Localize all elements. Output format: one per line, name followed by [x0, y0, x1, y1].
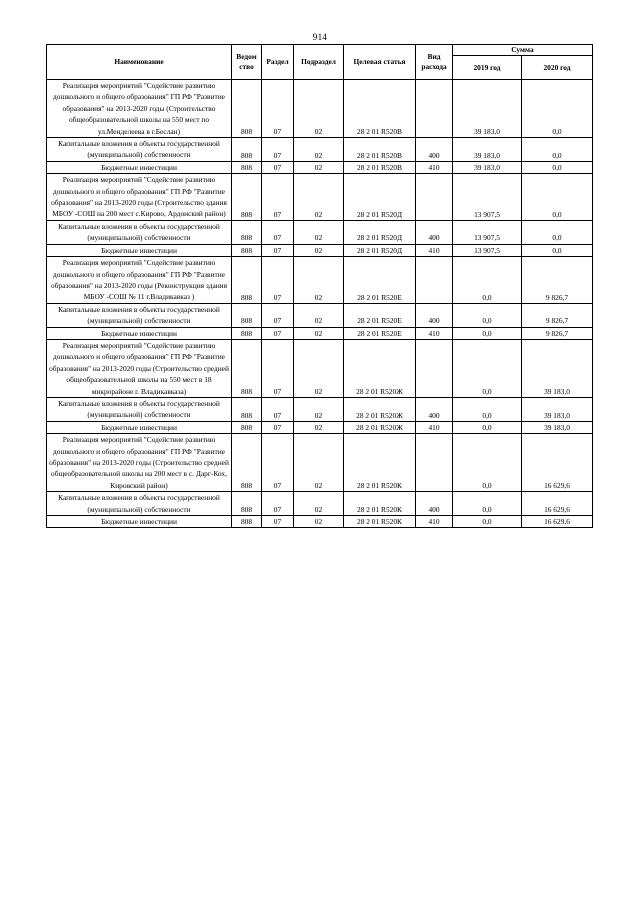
table-row: [47, 327, 593, 339]
row-name: Бюджетные инвестиции: [47, 161, 232, 173]
row-vid-raskhoda: [416, 257, 453, 304]
row-tselevaya-statya: 28 2 01 R520Д: [344, 244, 416, 256]
row-razdel: 07: [262, 303, 294, 327]
row-vedomstvo: 808: [232, 516, 262, 528]
row-vid-raskhoda: 410: [416, 244, 453, 256]
row-podrazdel: 02: [294, 174, 344, 221]
row-vedomstvo: 808: [232, 174, 262, 221]
row-tselevaya-statya: 28 2 01 R520Ж: [344, 421, 416, 433]
budget-table: [46, 44, 593, 528]
row-podrazdel: 02: [294, 434, 344, 492]
row-vedomstvo: 808: [232, 138, 262, 162]
table-row: [47, 244, 593, 256]
row-sum-2020: 16 629,6: [522, 492, 593, 516]
row-razdel: 07: [262, 244, 294, 256]
row-sum-2019: 13 907,5: [453, 244, 522, 256]
row-podrazdel: 02: [294, 80, 344, 138]
table-header: [47, 45, 593, 80]
row-sum-2020: 16 629,6: [522, 516, 593, 528]
row-name: Капитальные вложения в объекты государственной (муниципальной) собственности: [47, 492, 232, 516]
row-tselevaya-statya: 28 2 01 R520В: [344, 161, 416, 173]
row-podrazdel: 02: [294, 516, 344, 528]
row-tselevaya-statya: 28 2 01 R520В: [344, 138, 416, 162]
row-sum-2020: 0,0: [522, 80, 593, 138]
row-sum-2019: 0,0: [453, 327, 522, 339]
row-vedomstvo: 808: [232, 220, 262, 244]
row-tselevaya-statya: 28 2 01 R520Д: [344, 174, 416, 221]
table-row: [47, 80, 593, 138]
table-row: [47, 220, 593, 244]
table-row: [47, 397, 593, 421]
row-razdel: 07: [262, 421, 294, 433]
row-name: Бюджетные инвестиции: [47, 244, 232, 256]
table-row: [47, 421, 593, 433]
row-tselevaya-statya: 28 2 01 R520В: [344, 80, 416, 138]
row-vid-raskhoda: [416, 80, 453, 138]
row-podrazdel: 02: [294, 339, 344, 397]
header-razdel: Раздел: [262, 45, 294, 80]
row-name: Капитальные вложения в объекты государственной (муниципальной) собственности: [47, 138, 232, 162]
row-tselevaya-statya: 28 2 01 R520Е: [344, 327, 416, 339]
row-razdel: 07: [262, 161, 294, 173]
row-sum-2020: 39 183,0: [522, 397, 593, 421]
row-razdel: 07: [262, 80, 294, 138]
row-sum-2019: 0,0: [453, 257, 522, 304]
row-sum-2020: 0,0: [522, 220, 593, 244]
row-vedomstvo: 808: [232, 339, 262, 397]
row-name: Капитальные вложения в объекты государственной (муниципальной) собственности: [47, 303, 232, 327]
header-vid-raskhoda: Вид расхода: [416, 45, 453, 80]
table-row: [47, 161, 593, 173]
row-name: Капитальные вложения в объекты государственной (муниципальной) собственности: [47, 220, 232, 244]
header-name: Наименование: [47, 45, 232, 80]
row-vid-raskhoda: 400: [416, 492, 453, 516]
row-sum-2020: 0,0: [522, 244, 593, 256]
row-name: Реализация мероприятий "Содействие развитию дошкольного и общего образования" ГП РФ "Развитие образования" на 2013-2020 годы (Строительство средней общеобразовательной школы на 550 мест в 18 микрорайоне г. Владикавказа): [47, 339, 232, 397]
row-podrazdel: 02: [294, 397, 344, 421]
row-razdel: 07: [262, 174, 294, 221]
row-vid-raskhoda: [416, 434, 453, 492]
row-sum-2020: 9 826,7: [522, 327, 593, 339]
row-sum-2019: 0,0: [453, 397, 522, 421]
row-tselevaya-statya: 28 2 01 R520К: [344, 516, 416, 528]
row-sum-2020: 0,0: [522, 138, 593, 162]
header-year-2019: 2019 год: [453, 56, 522, 80]
row-vid-raskhoda: 410: [416, 327, 453, 339]
row-name: Бюджетные инвестиции: [47, 421, 232, 433]
header-podrazdel: Подраздел: [294, 45, 344, 80]
row-podrazdel: 02: [294, 244, 344, 256]
row-vedomstvo: 808: [232, 244, 262, 256]
row-name: Бюджетные инвестиции: [47, 327, 232, 339]
row-razdel: 07: [262, 138, 294, 162]
table-body: [47, 80, 593, 528]
row-name: Реализация мероприятий "Содействие развитию дошкольного и общего образования" ГП РФ "Развитие образования" на 2013-2020 годы (Строительство общеобразовательной школы на 550 мест по ул.Менделеева в г.Беслан): [47, 80, 232, 138]
row-name: Капитальные вложения в объекты государственной (муниципальной) собственности: [47, 397, 232, 421]
row-sum-2019: 0,0: [453, 421, 522, 433]
row-name: Бюджетные инвестиции: [47, 516, 232, 528]
row-vedomstvo: 808: [232, 492, 262, 516]
row-podrazdel: 02: [294, 303, 344, 327]
header-tselevaya-statya: Целевая статья: [344, 45, 416, 80]
row-vedomstvo: 808: [232, 421, 262, 433]
header-year-2020: 2020 год: [522, 56, 593, 80]
row-sum-2020: 16 629,6: [522, 434, 593, 492]
row-name: Реализация мероприятий "Содействие развитию дошкольного и общего образования" ГП РФ "Развитие образования" на 2013-2020 годы (Строительство средней общеобразовательной школы на 200 мест в с. Дарг-Кох, Кировский район): [47, 434, 232, 492]
row-vid-raskhoda: 400: [416, 220, 453, 244]
row-vid-raskhoda: 410: [416, 516, 453, 528]
row-sum-2019: 39 183,0: [453, 161, 522, 173]
row-podrazdel: 02: [294, 220, 344, 244]
row-vedomstvo: 808: [232, 303, 262, 327]
row-tselevaya-statya: 28 2 01 R520Е: [344, 303, 416, 327]
row-sum-2019: 0,0: [453, 303, 522, 327]
row-sum-2020: 9 826,7: [522, 303, 593, 327]
row-tselevaya-statya: 28 2 01 R520Д: [344, 220, 416, 244]
row-vedomstvo: 808: [232, 161, 262, 173]
row-tselevaya-statya: 28 2 01 R520Е: [344, 257, 416, 304]
header-summa: Сумма: [453, 45, 593, 56]
row-razdel: 07: [262, 220, 294, 244]
table-row: [47, 138, 593, 162]
row-podrazdel: 02: [294, 327, 344, 339]
row-razdel: 07: [262, 516, 294, 528]
row-razdel: 07: [262, 339, 294, 397]
row-razdel: 07: [262, 327, 294, 339]
row-vid-raskhoda: 410: [416, 421, 453, 433]
row-vid-raskhoda: [416, 339, 453, 397]
row-sum-2019: 39 183,0: [453, 80, 522, 138]
row-sum-2020: 39 183,0: [522, 339, 593, 397]
table-row: [47, 492, 593, 516]
row-podrazdel: 02: [294, 421, 344, 433]
row-razdel: 07: [262, 397, 294, 421]
row-podrazdel: 02: [294, 161, 344, 173]
row-sum-2019: 0,0: [453, 339, 522, 397]
row-vid-raskhoda: [416, 174, 453, 221]
row-tselevaya-statya: 28 2 01 R520Ж: [344, 397, 416, 421]
table-row: [47, 434, 593, 492]
header-vedomstvo: Ведом ство: [232, 45, 262, 80]
row-tselevaya-statya: 28 2 01 R520Ж: [344, 339, 416, 397]
row-sum-2020: 0,0: [522, 161, 593, 173]
row-vedomstvo: 808: [232, 434, 262, 492]
table-row: [47, 339, 593, 397]
row-vid-raskhoda: 400: [416, 303, 453, 327]
row-vedomstvo: 808: [232, 257, 262, 304]
row-sum-2019: 13 907,5: [453, 220, 522, 244]
row-tselevaya-statya: 28 2 01 R520К: [344, 434, 416, 492]
row-sum-2020: 39 183,0: [522, 421, 593, 433]
row-podrazdel: 02: [294, 257, 344, 304]
row-vid-raskhoda: 400: [416, 397, 453, 421]
table-row: [47, 516, 593, 528]
row-sum-2019: 0,0: [453, 492, 522, 516]
row-razdel: 07: [262, 257, 294, 304]
row-name: Реализация мероприятий "Содействие развитию дошкольного и общего образования" ГП РФ "Развитие образования" на 2013-2020 годы (Строительство здания МБОУ -СОШ на 200 мест с.Кирово, Ардонский район): [47, 174, 232, 221]
table-row: [47, 174, 593, 221]
row-name: Реализация мероприятий "Содействие развитию дошкольного и общего образования" ГП РФ "Развитие образования" на 2013-2020 годы (Реконструкция здания МБОУ -СОШ № 11 г.Владикавказ ): [47, 257, 232, 304]
row-sum-2019: 13 907,5: [453, 174, 522, 221]
row-razdel: 07: [262, 434, 294, 492]
row-podrazdel: 02: [294, 138, 344, 162]
row-sum-2020: 0,0: [522, 174, 593, 221]
page-number: 914: [312, 32, 328, 42]
row-podrazdel: 02: [294, 492, 344, 516]
row-vedomstvo: 808: [232, 80, 262, 138]
row-razdel: 07: [262, 492, 294, 516]
row-vid-raskhoda: 410: [416, 161, 453, 173]
row-sum-2020: 9 826,7: [522, 257, 593, 304]
row-vedomstvo: 808: [232, 397, 262, 421]
table-row: [47, 303, 593, 327]
row-sum-2019: 0,0: [453, 434, 522, 492]
row-sum-2019: 0,0: [453, 516, 522, 528]
row-vedomstvo: 808: [232, 327, 262, 339]
row-sum-2019: 39 183,0: [453, 138, 522, 162]
row-tselevaya-statya: 28 2 01 R520К: [344, 492, 416, 516]
row-vid-raskhoda: 400: [416, 138, 453, 162]
table-row: [47, 257, 593, 304]
